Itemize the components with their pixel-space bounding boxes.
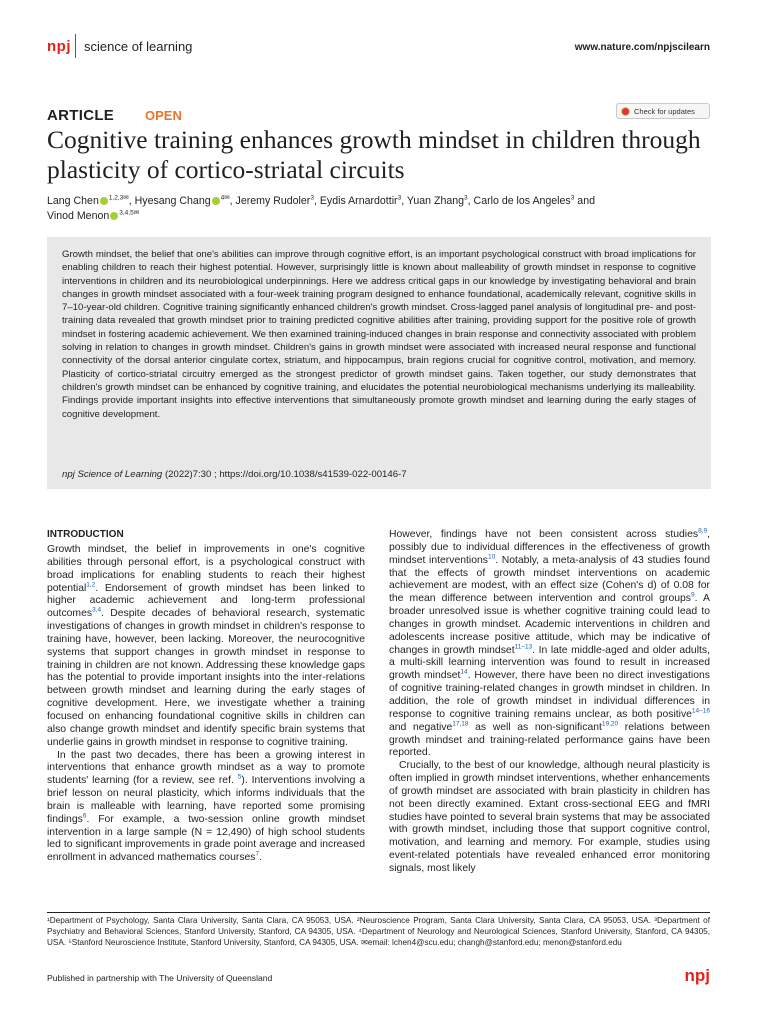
header-divider	[75, 34, 76, 58]
author-affiliation: 3	[310, 194, 314, 202]
body-paragraph: Growth mindset, the belief in improvements in one's cognitive abilities through personal effort, is a psychological construct with broad implications for enabling students to reach their highest potential$^{1,2}$. Endorsement of growth mindset has been linked to higher academic achievement and long-term professional outcomes$^{3,4}$. Despite decades of behavioral research, systematic investigations of changes in growth mindset in children's response to training have, however, been lacking. Moreover, the neurocognitive systems that support changes in growth mindset in response to training in children are not known. Addressing these knowledge gaps has the potential to provide important insights into the inter-relations between growth mindset and learning during the early stages of cognitive development. Here, we investigate whether a training focused on enhancing foundational cognitive skills in children can also change growth mindset and identify specific brain systems that underlie gains in growth mindset in response to cognitive training.	[47, 544, 365, 748]
body-column-right	[389, 529, 710, 876]
check-for-updates-button[interactable]	[616, 103, 710, 119]
reference-link[interactable]: 5	[237, 773, 242, 781]
citation-line	[62, 469, 407, 480]
reference-link[interactable]: 7	[255, 850, 260, 858]
reference-link[interactable]: 6	[82, 812, 87, 820]
reference-link[interactable]: 3,4	[92, 606, 102, 614]
orcid-icon[interactable]	[110, 212, 118, 220]
footer-partnership: Published in partnership with The University of Queensland	[47, 973, 273, 983]
author-name[interactable]: , Jeremy Rudoler	[229, 195, 311, 207]
reference-link[interactable]: 19,20	[601, 720, 619, 728]
author-list	[47, 194, 697, 224]
reference-link[interactable]: 17,18	[452, 720, 469, 728]
author-affiliation: 3	[397, 194, 402, 202]
abstract-text: Growth mindset, the belief that one's abilities can improve through cognitive effort, is an important psychological construct with broad implications for enabling children to reach their highest potential. However, surprisingly little is known about malleability of growth mindset in response to cognitive interventions in children and its neurobiological underpinnings. Here we address critical gaps in our knowledge by investigating behavioral and brain changes in growth mindset associated with a four-week training program designed to enhance foundational, academically relevant, cognitive skills in 7–10-year-old children. Cognitive training significantly enhanced children's growth mindset. Cross-lagged panel analysis of longitudinal pre- and post-training data revealed that growth mindset prior to training predicted cognitive abilities after training, providing support for the positive role of growth mindset in fostering academic achievement. We then examined training-induced changes in brain response and connectivity associated with problem solving in relation to changes in growth mindset. Children's gains in growth mindset were associated with increased neural response and functional connectivity of the dorsal anterior cingulate cortex, striatum, and hippocampus, brain regions crucial for cognitive control, motivation, and memory. Plasticity of cortico-striatal circuitry emerged as the strongest predictor of growth mindset gains. Taken together, our study demonstrates that children's growth mindset can be enhanced by cognitive training, and elucidates the potential neurobiological mechanisms underlying its malleability. Findings provide important insights into effective interventions that simultaneously promote growth mindset and learning during the early stages of cognitive development.	[62, 249, 696, 420]
author-affiliation: 4✉	[220, 194, 230, 202]
body-paragraph: Crucially, to the best of our knowledge, although neural plasticity is often implied in growth mindset interventions, whether enhancements of growth mindset are associated with brain plasticity in children has not been directly examined. Extant cross-sectional EEG and fMRI studies have pointed to several brain systems that may be associated with growth mindset, including those that support cognitive control, motivation, and learning and memory. For example, studies using event-related potentials have revealed enhanced error monitoring signals, most likely	[389, 760, 710, 874]
check-for-updates-label: Check for updates	[634, 106, 695, 116]
author-name[interactable]: , Eydis Arnardottir	[313, 195, 398, 207]
body-paragraph: However, findings have not been consistent across studies$^{8,9}$, possibly due to individual differences in the effectiveness of growth mindset interventions$^{10}$. Notably, a meta-analysis of 43 studies found that the effects of growth mindset interventions on academic achievement are modest, with an effect size (Cohen's d) of 0.08 for the mean difference between intervention and control groups$^9$. A broader unresolved issue is whether cognitive training could lead to changes in growth mindset. Academic interventions in children and adolescents increase positive attitude, which may be indicative of changes in growth mindset$^{11-13}$. In late middle-aged and older adults, a multi-skill learning intervention was found to result in increased growth mindset$^{14}$. However, there have been no direct investigations of cognitive training-related changes in growth mindset in children. In addition, the role of growth mindset in individual differences in response to cognitive training remains unclear, as both positive$^{14-16}$ and negative$^{17,18}$ as well as non-significant$^{19,20}$ relations between growth mindset and training-related performance gains have been reported.	[389, 527, 710, 759]
open-access-label: OPEN	[145, 108, 182, 123]
footnote-divider	[47, 912, 710, 913]
reference-link[interactable]: 14–16	[691, 707, 710, 715]
orcid-icon[interactable]	[100, 197, 108, 205]
author-affiliation: 1,2,3✉	[108, 194, 129, 202]
section-heading-introduction: INTRODUCTION	[47, 529, 124, 540]
journal-url[interactable]: www.nature.com/npjscilearn	[574, 42, 710, 53]
orcid-icon[interactable]	[212, 197, 220, 205]
reference-link[interactable]: 1,2	[86, 581, 96, 589]
reference-link[interactable]: 10	[487, 553, 496, 561]
author-name[interactable]: , Hyesang Chang	[128, 195, 211, 207]
author-affiliation: 3	[464, 194, 468, 202]
author-name[interactable]: Lang Chen	[47, 195, 99, 207]
npj-logo[interactable]: npj	[47, 38, 71, 55]
reference-link[interactable]: 11–13	[514, 643, 533, 651]
reference-link[interactable]: 9	[691, 591, 695, 599]
crossmark-icon	[621, 107, 630, 116]
article-type-label: ARTICLE	[47, 107, 115, 124]
citation-journal: npj Science of Learning	[62, 469, 163, 480]
author-name[interactable]: , Carlo de los Angeles	[467, 195, 571, 207]
journal-name[interactable]: science of learning	[84, 39, 193, 54]
author-affiliation: 3,4,5✉	[119, 209, 140, 217]
author-name[interactable]: , Yuan Zhang	[401, 195, 465, 207]
citation-doi[interactable]: (2022)7:30 ; https://doi.org/10.1038/s41539-022-00146-7	[162, 469, 407, 480]
author-connector: and	[574, 195, 595, 207]
body-paragraph: In the past two decades, there has been a growing interest in interventions that enhance growth mindset as a way to promote students' learning (for a review, see ref. $^5$). Interventions involving a brief lesson on neural plasticity, which informs individuals that the brain is malleable with learning, have reported some promising findings$^6$. For example, a two-session online growth mindset intervention in a large sample (N = 12,490) of high school students led to significant improvements in grade point average and increased enrollment in advanced mathematics courses$^7$.	[47, 749, 365, 864]
reference-link[interactable]: 8,9	[698, 527, 708, 535]
author-affiliation: 3	[570, 194, 575, 202]
body-column-left	[47, 544, 365, 865]
article-title: Cognitive training enhances growth mindset in children through plasticity of cortico-striatal circuits	[47, 125, 701, 184]
footer-npj-logo[interactable]: npj	[684, 966, 710, 985]
affiliations-footnote: ¹Department of Psychology, Santa Clara University, Santa Clara, CA 95053, USA. ²Neuroscience Program, Santa Clara University, Santa Clara, CA 95053, USA. ³Department of Psychiatry and Behavioral Sciences, Stanford University, Stanford, CA 94305, USA. ⁴Department of Neurology and Neurological Sciences, Stanford University, Stanford, CA 94305, USA. ⁵Stanford Neuroscience Institute, Stanford University, Stanford, CA 94305, USA. ✉email: lchen4@scu.edu; changh@stanford.edu; menon@stanford.edu	[47, 916, 710, 948]
author-name[interactable]: Vinod Menon	[47, 210, 110, 222]
reference-link[interactable]: 14	[460, 668, 468, 676]
